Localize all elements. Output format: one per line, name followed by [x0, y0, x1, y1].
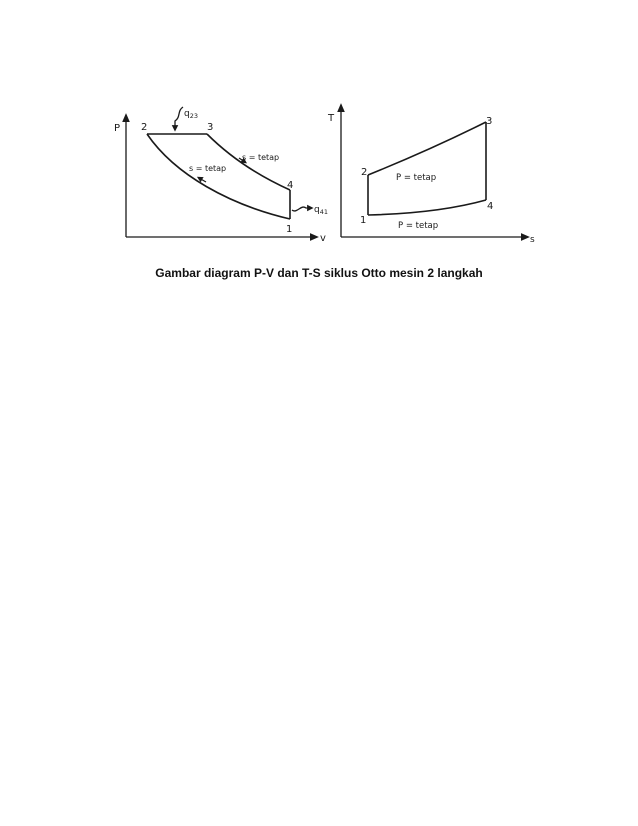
pv-ts-diagrams [0, 0, 638, 300]
ts-lower-label: P = tetap [398, 221, 439, 231]
pv-point-3-label: 3 [207, 122, 214, 133]
pv-x-axis-label: v [320, 233, 326, 244]
pv-compression-curve [147, 134, 290, 219]
pv-point-2-label: 2 [141, 122, 148, 133]
ts-diagram [327, 107, 535, 245]
pv-heat-out-arrow [292, 207, 311, 211]
ts-point-2-label: 2 [361, 167, 368, 178]
pv-diagram [114, 107, 328, 244]
pv-point-4-label: 4 [287, 180, 294, 191]
ts-x-axis-label: s [530, 235, 535, 245]
ts-heat-rejection-curve [368, 200, 486, 215]
pv-compression-label: s = tetap [189, 164, 227, 173]
figure-caption: Gambar diagram P-V dan T-S siklus Otto mesin 2 langkah [155, 266, 483, 280]
pv-heat-in-label: $q_{23}$ [184, 109, 198, 120]
ts-point-3-label: 3 [486, 116, 493, 127]
ts-upper-label: P = tetap [396, 173, 437, 183]
ts-point-1-label: 1 [360, 215, 367, 226]
ts-y-axis-label: T [328, 113, 335, 124]
pv-expansion-curve [207, 134, 290, 190]
ts-point-4-label: 4 [487, 201, 494, 212]
pv-point-1-label: 1 [286, 224, 293, 235]
pv-heat-out-label: $q_{41}$ [314, 205, 328, 216]
pv-expansion-label: s = tetap [242, 153, 280, 162]
pv-y-axis-label: P [114, 123, 121, 134]
pv-heat-in-arrow [175, 107, 183, 129]
pv-compression-arrow [199, 178, 206, 182]
ts-heat-addition-curve [368, 122, 486, 175]
